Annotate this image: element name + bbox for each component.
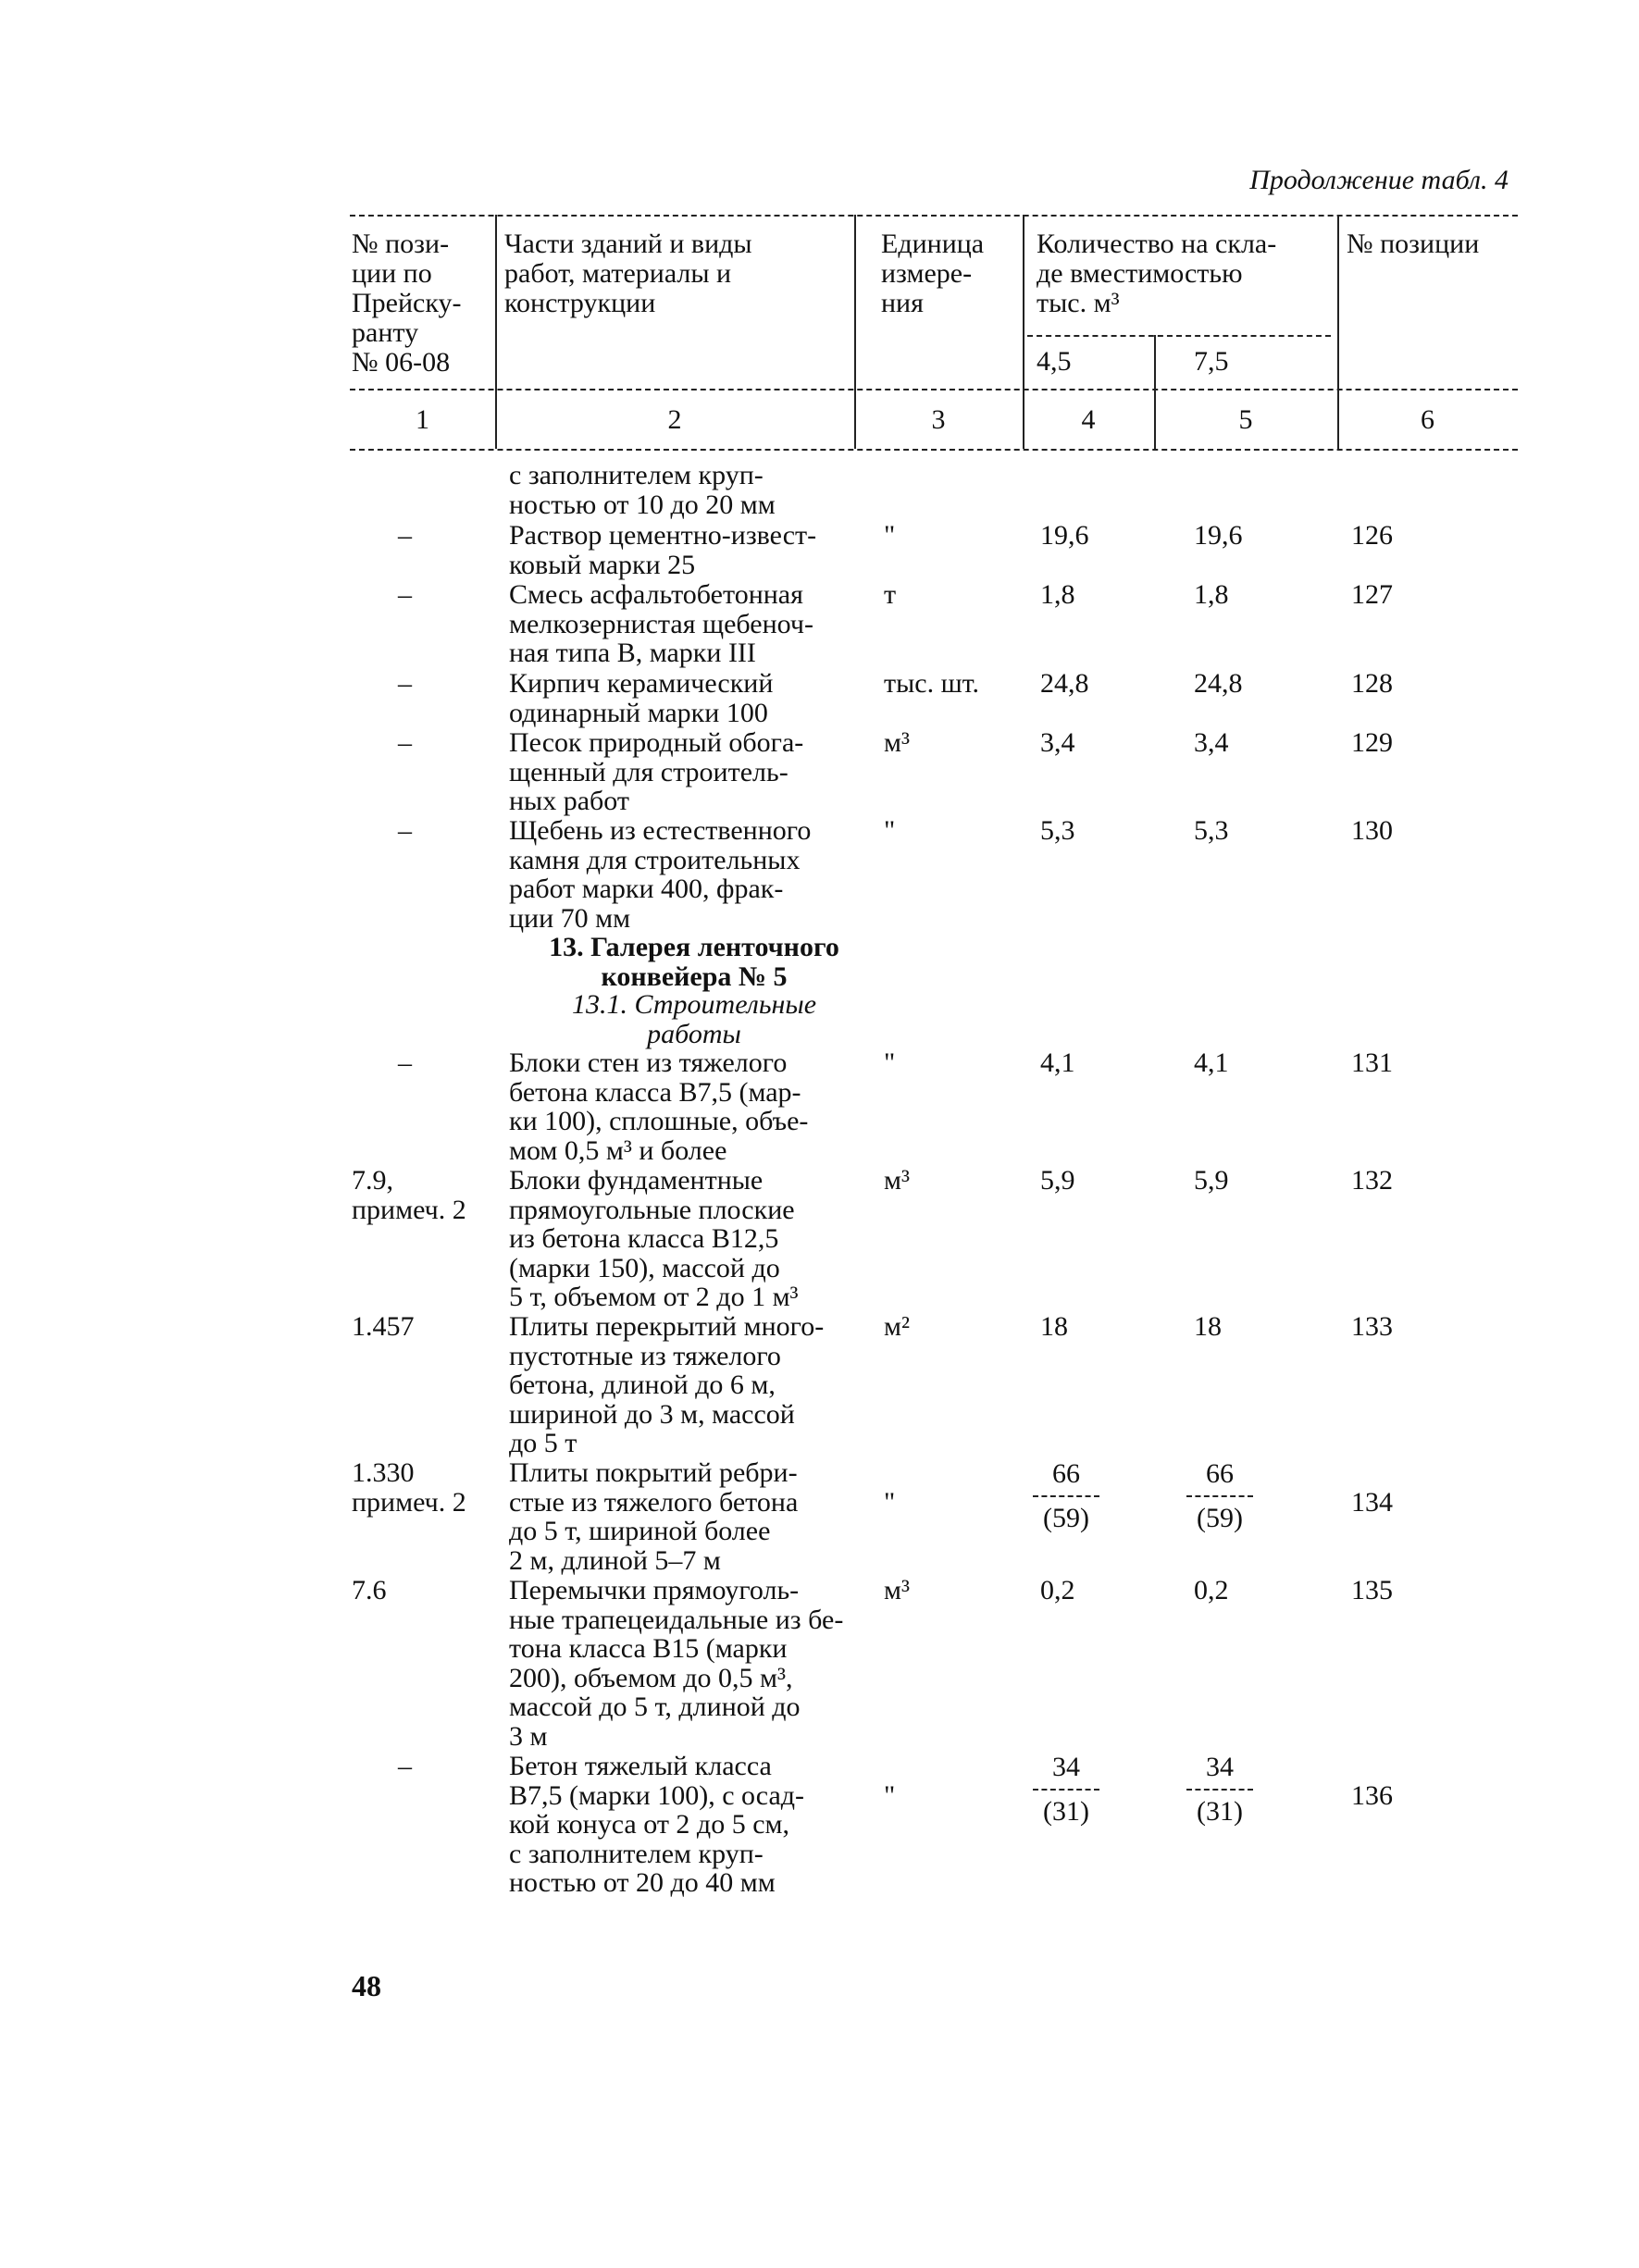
row-8-position: 133 <box>1351 1311 1393 1342</box>
table-caption: Продолжение табл. 4 <box>1249 165 1509 195</box>
row-1-qty-45: 19,6 <box>1040 520 1089 551</box>
row-11-name: Бетон тяжелый класса В7,5 (марки 100), с осад- кой конуса от 2 до 5 см, с заполнителем круп- ностью от 20 до 40 мм <box>509 1751 805 1898</box>
row-3-position: 128 <box>1351 668 1393 699</box>
header-col1: № пози- ции по Прейску- ранту № 06-08 <box>352 229 462 378</box>
row-1-name: Раствор цементно-извест- ковый марки 25 <box>509 520 817 580</box>
row-1-position: 126 <box>1351 520 1393 551</box>
row-9-qty-45-top: 66 <box>1052 1458 1080 1489</box>
row-4-qty-75: 3,4 <box>1194 727 1229 758</box>
row-2-name: Смесь асфальтобетонная мелкозернистая щебеноч- ная типа В, марки III <box>509 579 813 668</box>
row-7-position: 132 <box>1351 1165 1393 1196</box>
colnum-bottom-rule <box>350 449 1518 451</box>
row-9-qty-45-bottom: (59) <box>1043 1503 1089 1533</box>
row-2-qty-45: 1,8 <box>1040 579 1075 610</box>
row-6-qty-75: 4,1 <box>1194 1047 1229 1078</box>
row-7-qty-75: 5,9 <box>1194 1165 1229 1196</box>
row-4-code: – <box>398 727 412 758</box>
header-col4: 4,5 <box>1037 346 1072 377</box>
row-9-qty-75 <box>1183 1458 1257 1534</box>
row-3-unit: тыс. шт. <box>884 668 980 699</box>
row-11-code: – <box>398 1751 412 1781</box>
row-2-position: 127 <box>1351 579 1393 610</box>
row-9-code: 1.330 примеч. 2 <box>352 1457 466 1518</box>
row-11-qty-75-top: 34 <box>1206 1752 1234 1782</box>
subsection-heading: 13.1. Строительные работы <box>571 989 817 1049</box>
row-6-code: – <box>398 1047 412 1078</box>
row-10-name: Перемычки прямоуголь- ные трапецеидальные из бе- тона класса В15 (марки 200), объемом до 0,5 м³, массой до 5 т, длиной до 3 м <box>509 1575 844 1752</box>
header-col6: № позиции <box>1347 229 1480 259</box>
header-col2: Части зданий и виды работ, материалы и конструкции <box>504 229 752 318</box>
row-6-unit: " <box>884 1047 896 1078</box>
row-11-qty-75 <box>1183 1752 1257 1828</box>
row-6-name: Блоки стен из тяжелого бетона класса В7,5 (мар- ки 100), сплошные, объе- мом 0,5 м³ и более <box>509 1047 809 1166</box>
row-5-unit: " <box>884 815 896 846</box>
column-number-6: 6 <box>1421 404 1434 435</box>
row-5-qty-45: 5,3 <box>1040 815 1075 846</box>
row-2-unit: т <box>884 579 897 610</box>
fraction-rule <box>1186 1495 1253 1497</box>
fraction-rule <box>1186 1789 1253 1791</box>
row-5-position: 130 <box>1351 815 1393 846</box>
row-4-position: 129 <box>1351 727 1393 758</box>
row-6-position: 131 <box>1351 1047 1393 1078</box>
row-9-position: 134 <box>1351 1487 1393 1518</box>
row-6-qty-45: 4,1 <box>1040 1047 1075 1078</box>
row-10-unit: м³ <box>884 1575 910 1605</box>
row-5-name: Щебень из естественного камня для строительных работ марки 400, фрак- ции 70 мм <box>509 815 812 934</box>
row-11-position: 136 <box>1351 1780 1393 1811</box>
row-8-unit: м² <box>884 1311 910 1342</box>
row-9-qty-75-top: 66 <box>1206 1458 1234 1489</box>
header-inner-rule <box>1027 335 1331 337</box>
row-7-unit: м³ <box>884 1165 910 1196</box>
row-11-qty-45 <box>1029 1752 1103 1828</box>
row-10-code: 7.6 <box>352 1575 387 1605</box>
row-11-qty-75-bottom: (31) <box>1197 1796 1243 1827</box>
row-8-qty-75: 18 <box>1194 1311 1222 1342</box>
row-1-code: – <box>398 520 412 551</box>
row-9-name: Плиты покрытий ребри- стые из тяжелого бетона до 5 т, шириной более 2 м, длиной 5–7 м <box>509 1457 799 1576</box>
column-number-2: 2 <box>667 404 682 435</box>
row-5-code: – <box>398 815 412 846</box>
section-heading: 13. Галерея ленточного конвейера № 5 <box>549 932 839 992</box>
row-7-code: 7.9, примеч. 2 <box>352 1165 466 1225</box>
row-11-qty-45-bottom: (31) <box>1043 1796 1089 1827</box>
row-7-name: Блоки фундаментные прямоугольные плоские из бетона класса В12,5 (марки 150), массой до 5 т, объемом от 2 до 1 м³ <box>509 1165 799 1312</box>
header-col3: Единица измере- ния <box>881 229 985 318</box>
row-4-qty-45: 3,4 <box>1040 727 1075 758</box>
column-number-4: 4 <box>1081 404 1096 435</box>
row-9-unit: " <box>884 1487 896 1518</box>
row-11-qty-45-top: 34 <box>1052 1752 1080 1782</box>
fraction-rule <box>1033 1495 1099 1497</box>
row-10-position: 135 <box>1351 1575 1393 1605</box>
header-col5: 7,5 <box>1194 346 1229 377</box>
row-2-qty-75: 1,8 <box>1194 579 1229 610</box>
header-col45: Количество на скла- де вместимостью тыс. м³ <box>1037 229 1277 318</box>
row-1-unit: " <box>884 520 896 551</box>
row-11-unit: " <box>884 1780 896 1811</box>
header-bottom-rule <box>350 389 1518 390</box>
row-8-name: Плиты перекрытий много- пустотные из тяжелого бетона, длиной до 6 м, шириной до 3 м, массой до 5 т <box>509 1311 825 1458</box>
row-3-code: – <box>398 668 412 699</box>
row-8-code: 1.457 <box>352 1311 415 1342</box>
row-9-qty-75-bottom: (59) <box>1197 1503 1243 1533</box>
column-number-1: 1 <box>416 404 429 435</box>
page-number: 48 <box>352 1969 381 2002</box>
table-top-rule <box>350 215 1518 217</box>
row-8-qty-45: 18 <box>1040 1311 1068 1342</box>
row-3-name: Кирпич керамический одинарный марки 100 <box>509 668 774 728</box>
row-7-qty-45: 5,9 <box>1040 1165 1075 1196</box>
row-10-qty-75: 0,2 <box>1194 1575 1229 1605</box>
row-3-qty-45: 24,8 <box>1040 668 1089 699</box>
row-4-name: Песок природный обога- щенный для строитель- ных работ <box>509 727 804 816</box>
row-3-qty-75: 24,8 <box>1194 668 1243 699</box>
row-0-name: с заполнителем круп- ностью от 10 до 20 мм <box>509 460 776 520</box>
row-1-qty-75: 19,6 <box>1194 520 1243 551</box>
column-number-5: 5 <box>1238 404 1253 435</box>
row-9-qty-45 <box>1029 1458 1103 1534</box>
row-5-qty-75: 5,3 <box>1194 815 1229 846</box>
fraction-rule <box>1033 1789 1099 1791</box>
column-number-3: 3 <box>931 404 946 435</box>
row-4-unit: м³ <box>884 727 910 758</box>
row-10-qty-45: 0,2 <box>1040 1575 1075 1605</box>
row-2-code: – <box>398 579 412 610</box>
